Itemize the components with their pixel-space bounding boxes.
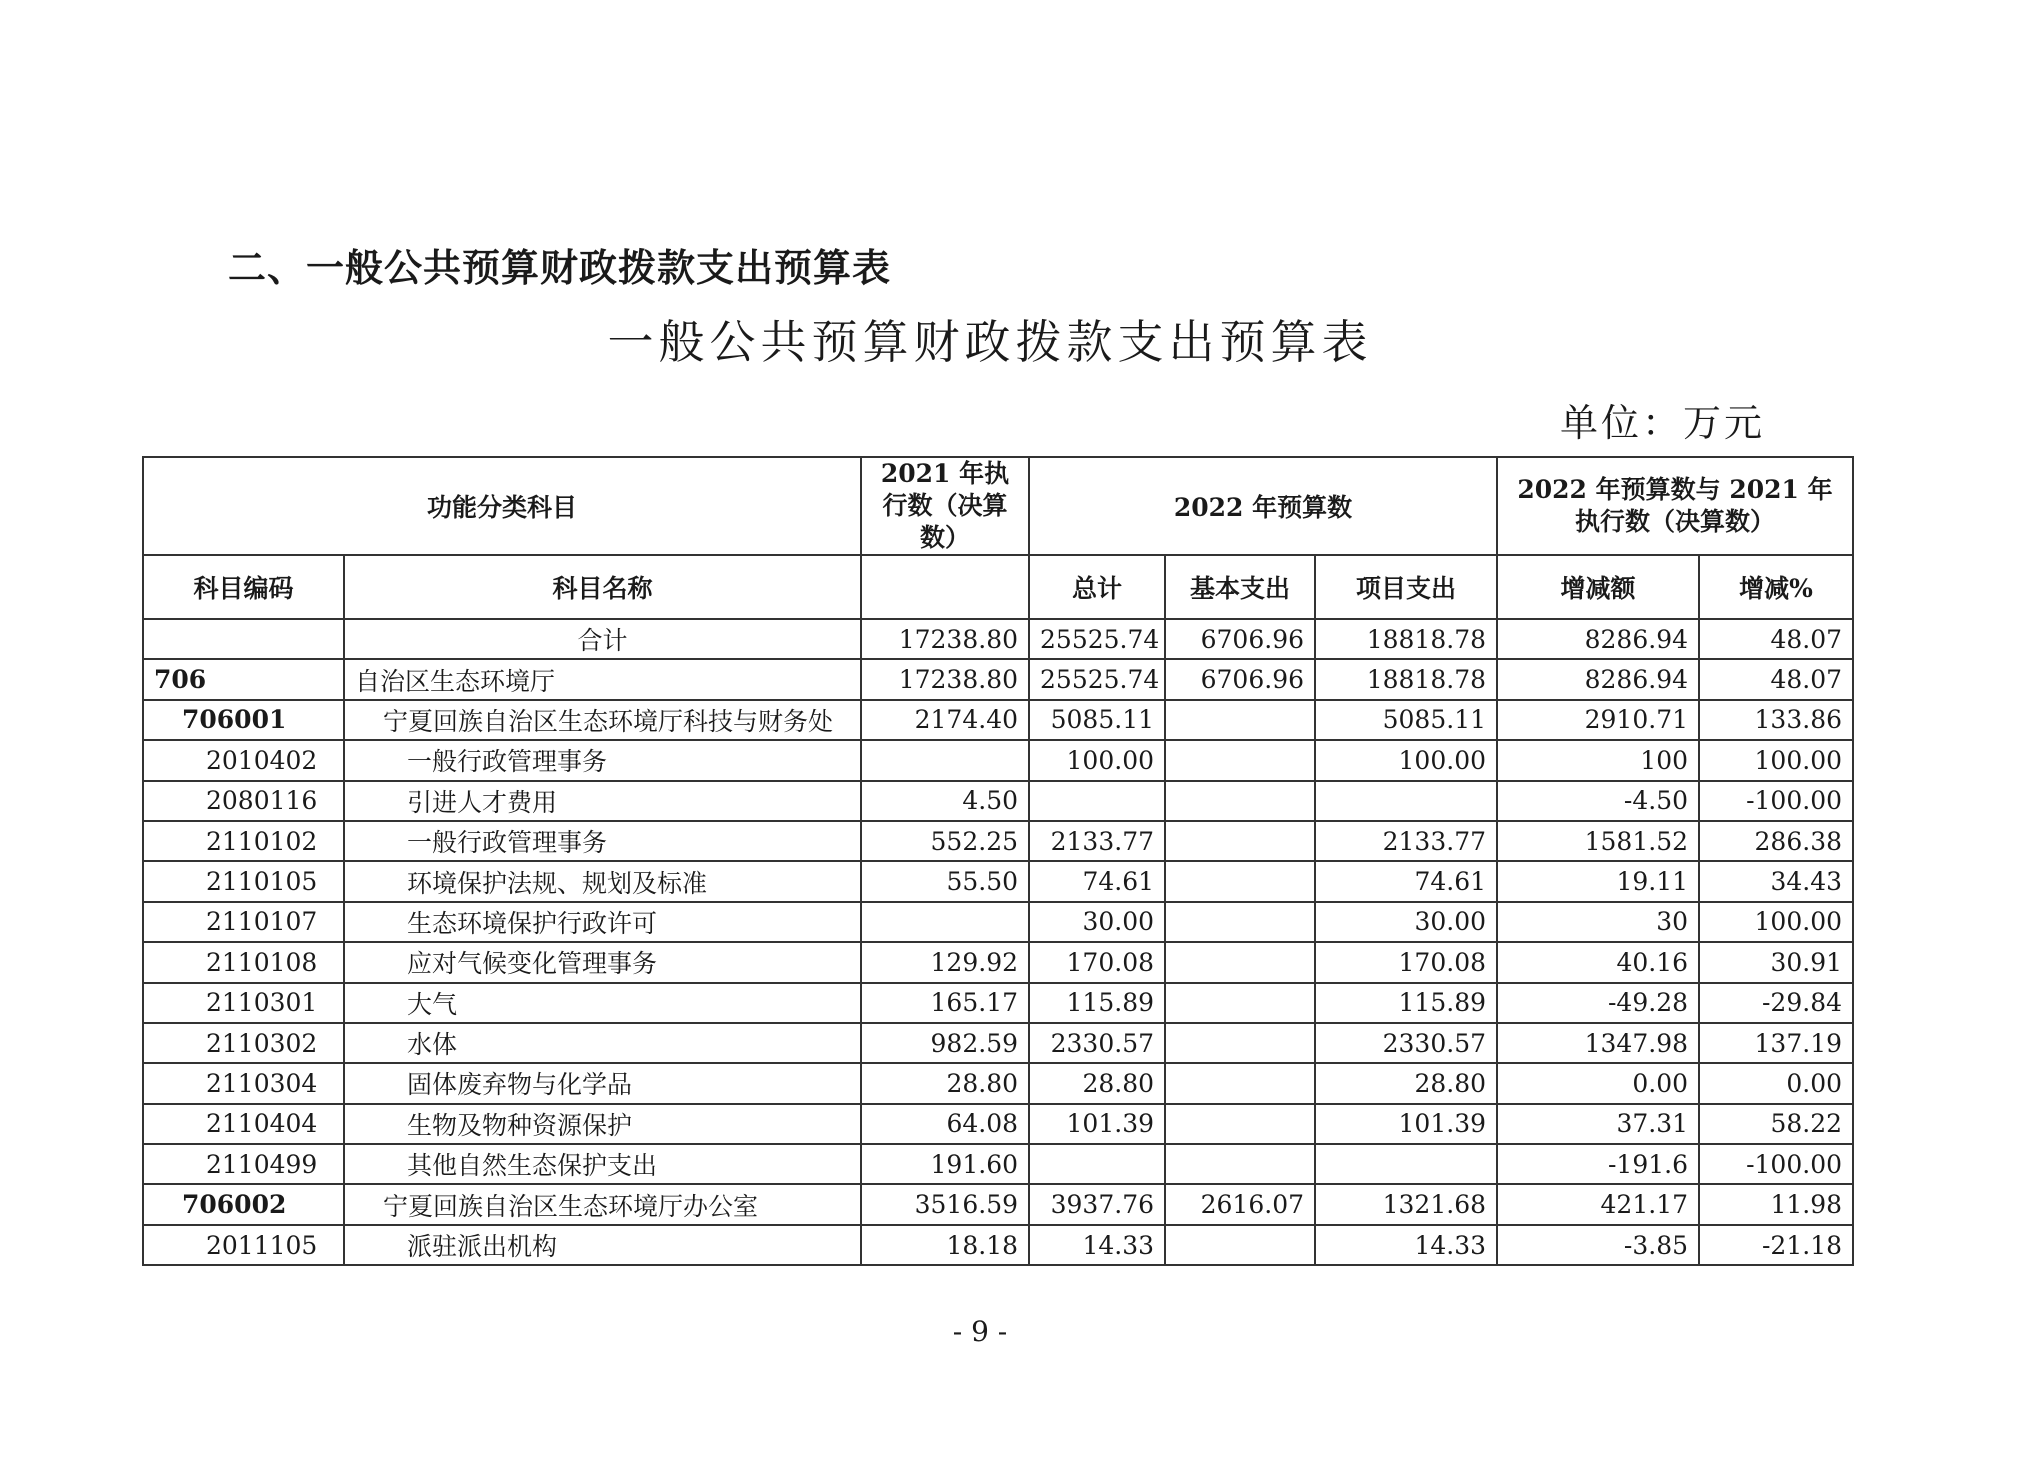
cell-code: 2080116 [143, 781, 344, 821]
cell-pct: -29.84 [1699, 983, 1853, 1023]
cell-project: 115.89 [1315, 983, 1497, 1023]
header-change-pct: 增减% [1699, 555, 1853, 619]
cell-change: 421.17 [1497, 1184, 1699, 1224]
header-change-group: 2022 年预算数与 2021 年执行数（决算数） [1497, 457, 1853, 555]
table-row [143, 1104, 1853, 1144]
cell-name: 环境保护法规、规划及标准 [344, 861, 861, 901]
header-basic: 基本支出 [1165, 555, 1315, 619]
cell-pct: 11.98 [1699, 1184, 1853, 1224]
cell-basic [1165, 821, 1315, 861]
cell-basic [1165, 1023, 1315, 1063]
cell-pct: -21.18 [1699, 1225, 1853, 1265]
cell-exec-2021: 4.50 [861, 781, 1029, 821]
cell-exec-2021 [861, 902, 1029, 942]
cell-total: 3937.76 [1029, 1184, 1165, 1224]
cell-code: 706002 [143, 1184, 344, 1224]
cell-code: 2110108 [143, 942, 344, 982]
cell-code: 2010402 [143, 740, 344, 780]
cell-name: 生物及物种资源保护 [344, 1104, 861, 1144]
table-row [143, 861, 1853, 901]
cell-code: 706001 [143, 700, 344, 740]
cell-project [1315, 1144, 1497, 1184]
cell-project: 101.39 [1315, 1104, 1497, 1144]
header-name: 科目名称 [344, 555, 861, 619]
cell-pct: -100.00 [1699, 781, 1853, 821]
header-project: 项目支出 [1315, 555, 1497, 619]
cell-change: 1581.52 [1497, 821, 1699, 861]
cell-code: 2110499 [143, 1144, 344, 1184]
cell-name: 派驻派出机构 [344, 1225, 861, 1265]
cell-name: 合计 [344, 619, 861, 659]
cell-exec-2021: 191.60 [861, 1144, 1029, 1184]
cell-change: 2910.71 [1497, 700, 1699, 740]
cell-basic [1165, 942, 1315, 982]
cell-name: 自治区生态环境厅 [344, 659, 861, 699]
cell-total: 2133.77 [1029, 821, 1165, 861]
cell-change: -3.85 [1497, 1225, 1699, 1265]
cell-project: 30.00 [1315, 902, 1497, 942]
table-row [143, 821, 1853, 861]
table-row [143, 1225, 1853, 1265]
cell-basic [1165, 983, 1315, 1023]
cell-exec-2021: 982.59 [861, 1023, 1029, 1063]
cell-project: 74.61 [1315, 861, 1497, 901]
cell-name: 一般行政管理事务 [344, 740, 861, 780]
cell-project: 1321.68 [1315, 1184, 1497, 1224]
cell-total: 25525.74 [1029, 619, 1165, 659]
cell-exec-2021: 64.08 [861, 1104, 1029, 1144]
cell-code: 2110304 [143, 1063, 344, 1103]
cell-pct: 100.00 [1699, 740, 1853, 780]
header-total: 总计 [1029, 555, 1165, 619]
cell-code [143, 619, 344, 659]
table-row [143, 659, 1853, 699]
header-exec-2021-empty [861, 555, 1029, 619]
header-row-2 [143, 555, 1853, 619]
cell-change: 8286.94 [1497, 619, 1699, 659]
cell-exec-2021: 2174.40 [861, 700, 1029, 740]
cell-basic [1165, 1063, 1315, 1103]
cell-pct: 48.07 [1699, 619, 1853, 659]
cell-total: 115.89 [1029, 983, 1165, 1023]
cell-change: 19.11 [1497, 861, 1699, 901]
cell-pct: 137.19 [1699, 1023, 1853, 1063]
cell-total: 14.33 [1029, 1225, 1165, 1265]
cell-code: 2110302 [143, 1023, 344, 1063]
cell-project: 2133.77 [1315, 821, 1497, 861]
cell-exec-2021: 55.50 [861, 861, 1029, 901]
table-row [143, 902, 1853, 942]
cell-basic [1165, 740, 1315, 780]
cell-total: 30.00 [1029, 902, 1165, 942]
table-row [143, 1144, 1853, 1184]
cell-code: 2011105 [143, 1225, 344, 1265]
cell-basic [1165, 861, 1315, 901]
header-functional-category: 功能分类科目 [143, 457, 861, 555]
cell-basic: 6706.96 [1165, 659, 1315, 699]
table-row [143, 983, 1853, 1023]
cell-pct: 133.86 [1699, 700, 1853, 740]
cell-project: 5085.11 [1315, 700, 1497, 740]
cell-change: -4.50 [1497, 781, 1699, 821]
cell-change: 100 [1497, 740, 1699, 780]
cell-pct: 100.00 [1699, 902, 1853, 942]
cell-name: 大气 [344, 983, 861, 1023]
table-body [143, 619, 1853, 1265]
cell-exec-2021: 18.18 [861, 1225, 1029, 1265]
table-row [143, 942, 1853, 982]
cell-pct: 48.07 [1699, 659, 1853, 699]
cell-name: 一般行政管理事务 [344, 821, 861, 861]
cell-exec-2021: 552.25 [861, 821, 1029, 861]
header-code: 科目编码 [143, 555, 344, 619]
cell-name: 水体 [344, 1023, 861, 1063]
cell-basic: 2616.07 [1165, 1184, 1315, 1224]
cell-change: 37.31 [1497, 1104, 1699, 1144]
cell-change: -49.28 [1497, 983, 1699, 1023]
cell-basic: 6706.96 [1165, 619, 1315, 659]
cell-exec-2021: 3516.59 [861, 1184, 1029, 1224]
table-row [143, 781, 1853, 821]
cell-code: 2110107 [143, 902, 344, 942]
cell-change: 1347.98 [1497, 1023, 1699, 1063]
cell-change: 8286.94 [1497, 659, 1699, 699]
cell-code: 2110102 [143, 821, 344, 861]
cell-project: 170.08 [1315, 942, 1497, 982]
cell-change: 0.00 [1497, 1063, 1699, 1103]
table-row [143, 700, 1853, 740]
cell-name: 宁夏回族自治区生态环境厅科技与财务处 [344, 700, 861, 740]
section-heading: 二、一般公共预算财政拨款支出预算表 [228, 246, 892, 290]
cell-exec-2021: 129.92 [861, 942, 1029, 982]
header-row-1 [143, 457, 1853, 555]
cell-total: 2330.57 [1029, 1023, 1165, 1063]
cell-pct: 30.91 [1699, 942, 1853, 982]
cell-pct: 58.22 [1699, 1104, 1853, 1144]
cell-exec-2021: 17238.80 [861, 619, 1029, 659]
cell-name: 引进人才费用 [344, 781, 861, 821]
cell-exec-2021: 28.80 [861, 1063, 1029, 1103]
cell-total: 170.08 [1029, 942, 1165, 982]
cell-name: 宁夏回族自治区生态环境厅办公室 [344, 1184, 861, 1224]
unit-label: 单位：万元 [1560, 401, 1766, 445]
cell-pct: 0.00 [1699, 1063, 1853, 1103]
page-number: - 9 - [952, 1315, 1008, 1348]
header-exec-2021: 2021 年执行数（决算数） [861, 457, 1029, 555]
cell-change: -191.6 [1497, 1144, 1699, 1184]
cell-change: 30 [1497, 902, 1699, 942]
cell-basic [1165, 781, 1315, 821]
cell-project: 18818.78 [1315, 659, 1497, 699]
cell-code: 706 [143, 659, 344, 699]
cell-exec-2021: 165.17 [861, 983, 1029, 1023]
table-row [143, 1023, 1853, 1063]
cell-project: 28.80 [1315, 1063, 1497, 1103]
cell-project: 14.33 [1315, 1225, 1497, 1265]
cell-exec-2021: 17238.80 [861, 659, 1029, 699]
cell-code: 2110301 [143, 983, 344, 1023]
header-change-amount: 增减额 [1497, 555, 1699, 619]
cell-pct: 286.38 [1699, 821, 1853, 861]
cell-project: 2330.57 [1315, 1023, 1497, 1063]
budget-table [142, 456, 1854, 1266]
table-row [143, 1184, 1853, 1224]
cell-project [1315, 781, 1497, 821]
cell-code: 2110404 [143, 1104, 344, 1144]
cell-name: 固体废弃物与化学品 [344, 1063, 861, 1103]
cell-basic [1165, 1225, 1315, 1265]
cell-exec-2021 [861, 740, 1029, 780]
cell-name: 应对气候变化管理事务 [344, 942, 861, 982]
cell-total: 28.80 [1029, 1063, 1165, 1103]
cell-pct: 34.43 [1699, 861, 1853, 901]
cell-project: 100.00 [1315, 740, 1497, 780]
cell-total: 5085.11 [1029, 700, 1165, 740]
cell-basic [1165, 1104, 1315, 1144]
cell-total: 101.39 [1029, 1104, 1165, 1144]
table-row [143, 1063, 1853, 1103]
header-budget-2022: 2022 年预算数 [1029, 457, 1497, 555]
cell-total [1029, 1144, 1165, 1184]
cell-total: 25525.74 [1029, 659, 1165, 699]
cell-name: 其他自然生态保护支出 [344, 1144, 861, 1184]
cell-basic [1165, 902, 1315, 942]
table-row [143, 740, 1853, 780]
cell-total: 74.61 [1029, 861, 1165, 901]
table-row [143, 619, 1853, 659]
cell-change: 40.16 [1497, 942, 1699, 982]
cell-basic [1165, 700, 1315, 740]
cell-code: 2110105 [143, 861, 344, 901]
cell-basic [1165, 1144, 1315, 1184]
cell-total [1029, 781, 1165, 821]
cell-project: 18818.78 [1315, 619, 1497, 659]
table-title: 一般公共预算财政拨款支出预算表 [607, 315, 1373, 369]
cell-pct: -100.00 [1699, 1144, 1853, 1184]
cell-name: 生态环境保护行政许可 [344, 902, 861, 942]
cell-total: 100.00 [1029, 740, 1165, 780]
